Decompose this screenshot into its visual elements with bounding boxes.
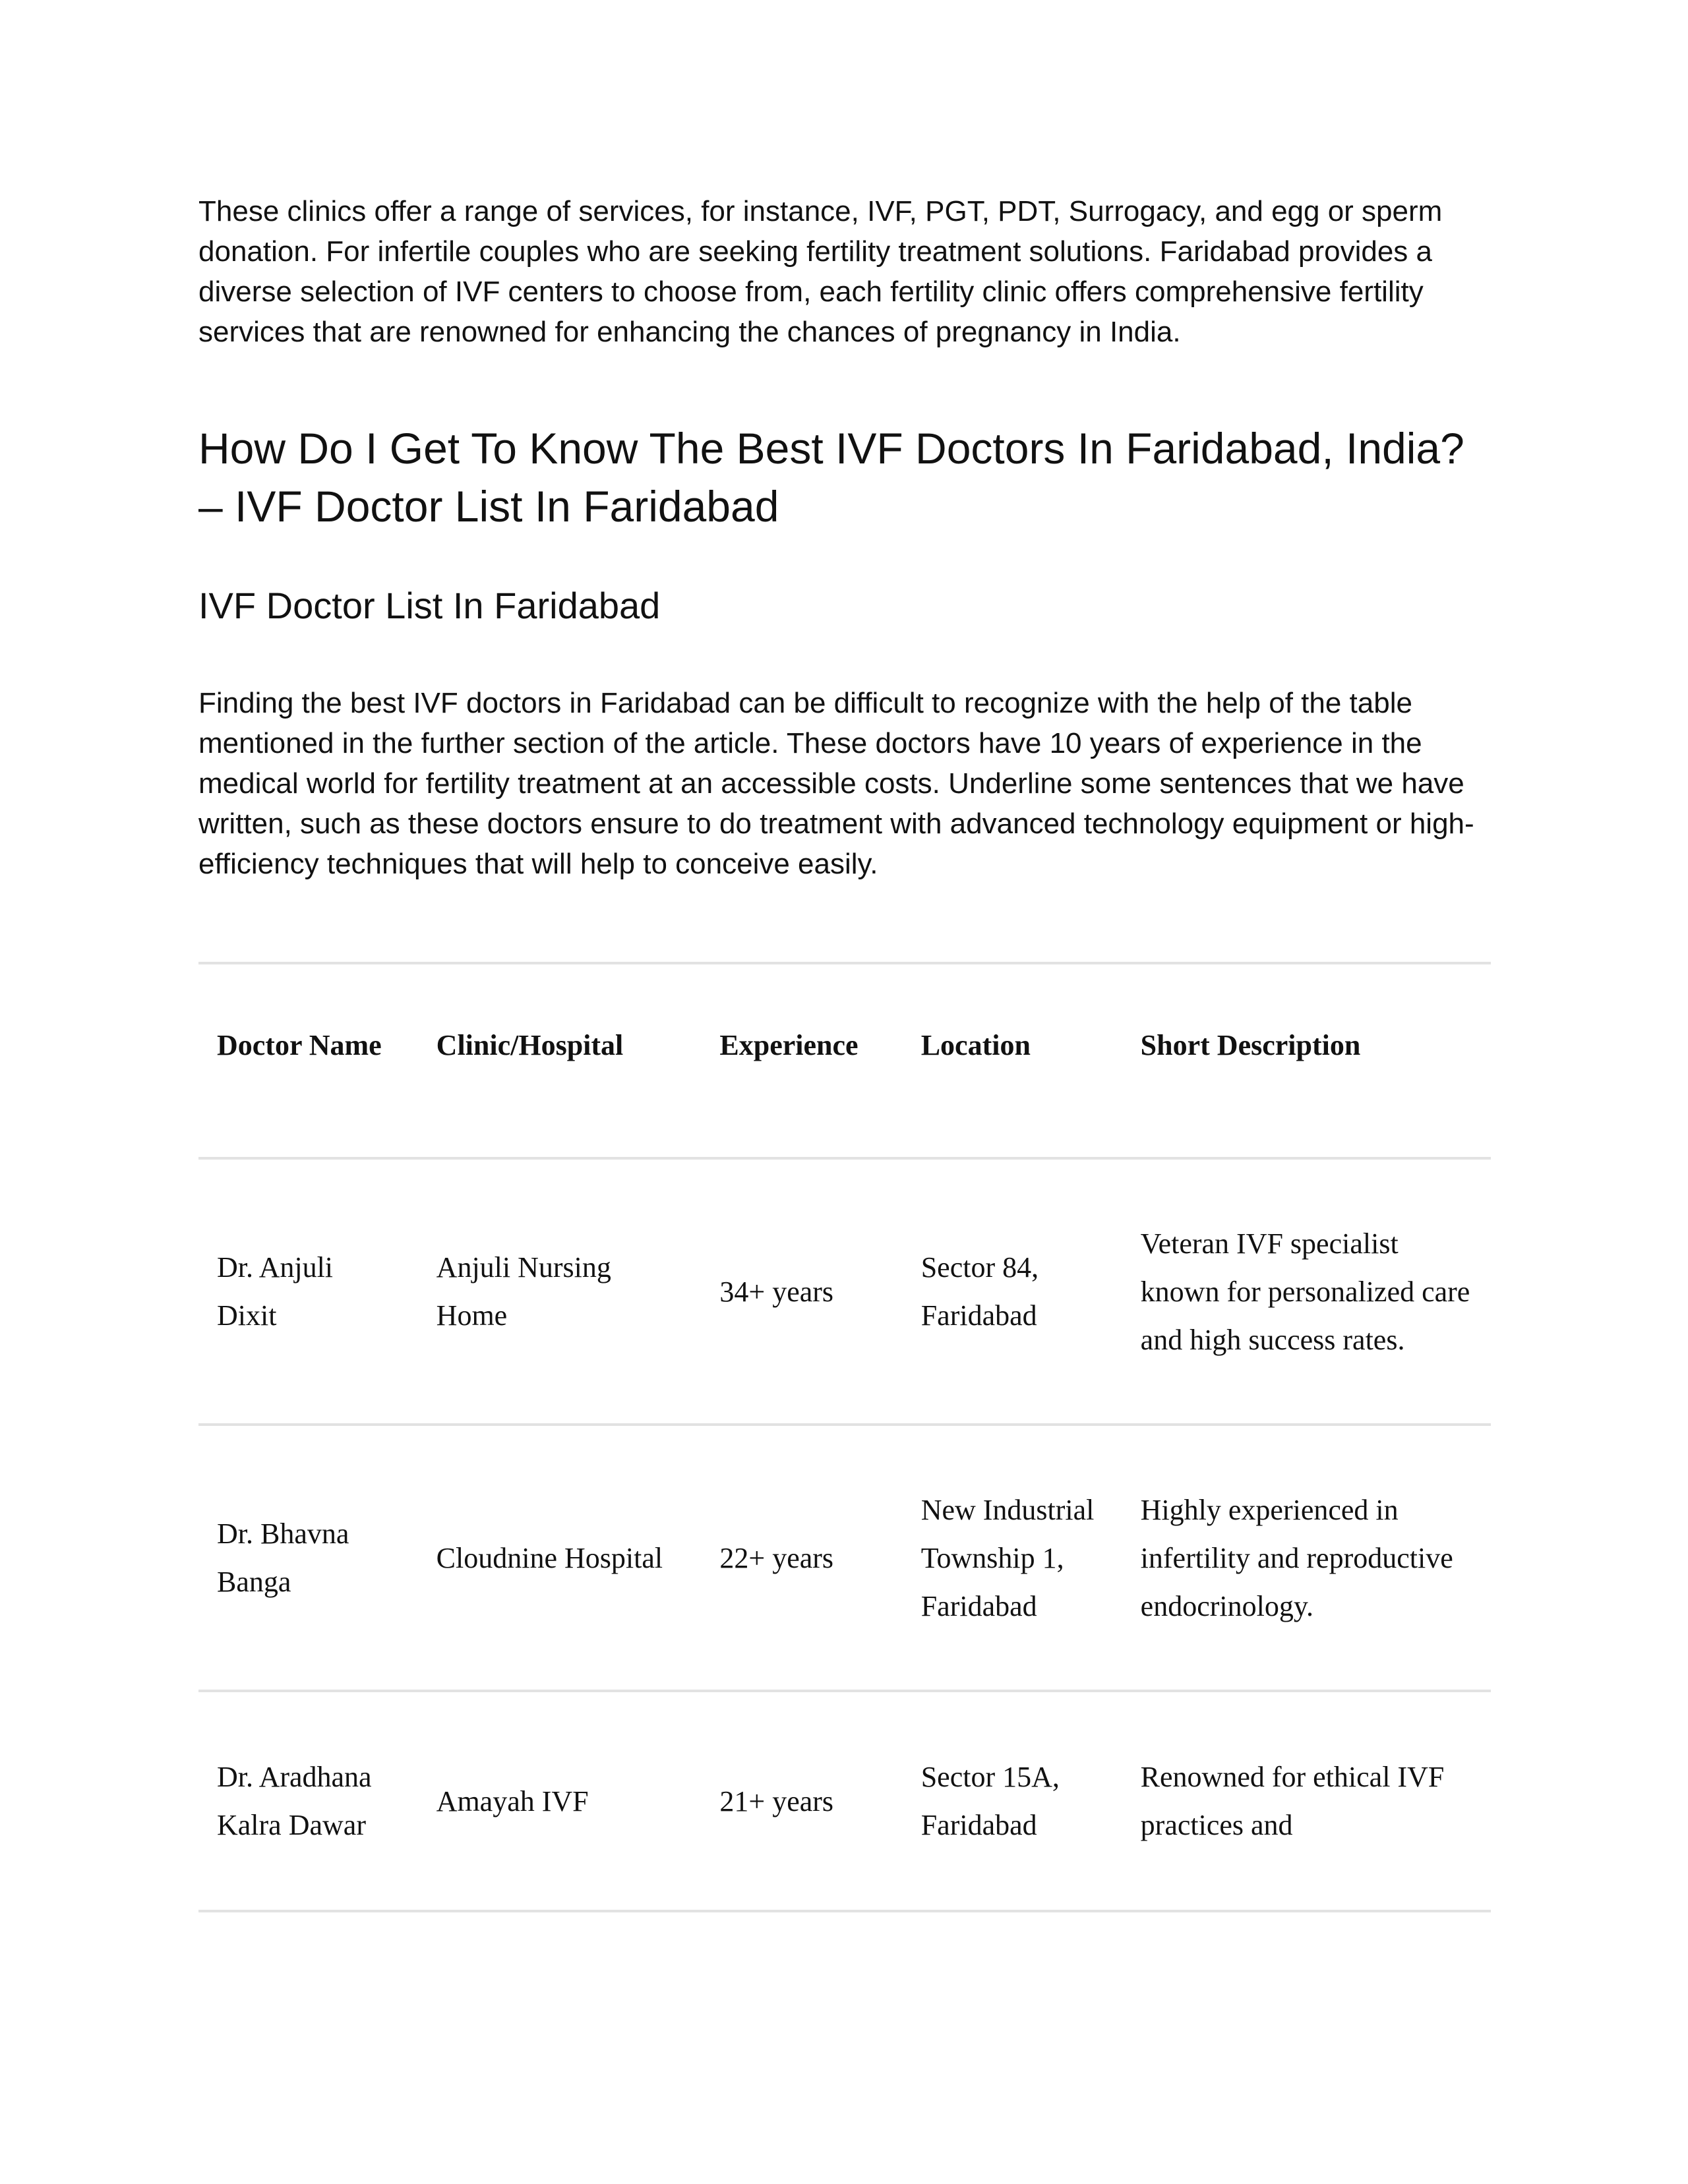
experience-cell: 22+ years [719,1541,834,1574]
location-cell: Sector 15A, Faridabad [920,1761,1060,1841]
table-row [198,1691,1491,1911]
clinic-cell: Anjuli Nursing Home [436,1251,611,1332]
body-paragraph: Finding the best IVF doctors in Faridabad can be difficult to recognize with the help of the table mentioned in the further section of the article. These doctors have 10 years of experience in the medical world for fertility treatment at an accessible costs. Underline some sentences that we have written, such as these doctors ensure to do treatment with advanced technology equipment or high-efficiency techniques that will help to conceive easily. [198,687,1474,880]
column-header-clinic: Clinic/Hospital [436,1028,624,1061]
doctor-name-cell: Dr. Anjuli Dixit [217,1251,334,1332]
ivf-doctor-table [198,962,1491,1912]
clinic-cell: Cloudnine Hospital [436,1541,663,1574]
description-cell: Highly experienced in infertility and reproductive endocrinology. [1140,1493,1453,1622]
doctor-name-cell: Dr. Bhavna Banga [217,1518,349,1598]
table-row [198,1158,1491,1425]
column-header-description: Short Description [1140,1028,1361,1061]
experience-cell: 34+ years [719,1275,834,1308]
section-heading: How Do I Get To Know The Best IVF Doctors In Faridabad, India? – IVF Doctor List In Faridabad [198,424,1464,531]
description-cell: Veteran IVF specialist known for personalized care and high success rates. [1140,1227,1470,1356]
table-row [198,1425,1491,1691]
location-cell: Sector 84, Faridabad [920,1251,1039,1332]
subsection-heading: IVF Doctor List In Faridabad [198,585,661,626]
column-header-experience: Experience [719,1028,859,1061]
clinic-cell: Amayah IVF [436,1785,589,1817]
description-cell: Renowned for ethical IVF practices and [1140,1761,1445,1841]
table-header-row [198,963,1491,1158]
article-content [198,191,1491,1912]
intro-paragraph: These clinics offer a range of services, for instance, IVF, PGT, PDT, Surrogacy, and egg or sperm donation. For infertile couples who are seeking fertility treatment solutions. Faridabad provides a diverse selection of IVF centers to choose from, each fertility clinic offers comprehensive fertility services that are renowned for enhancing the chances of pregnancy in India. [198,195,1443,348]
location-cell: New Industrial Township 1, Faridabad [920,1493,1095,1622]
experience-cell: 21+ years [719,1785,834,1817]
column-header-location: Location [920,1028,1031,1061]
column-header-doctor-name: Doctor Name [217,1028,382,1061]
doctor-name-cell: Dr. Aradhana Kalra Dawar [217,1761,372,1841]
